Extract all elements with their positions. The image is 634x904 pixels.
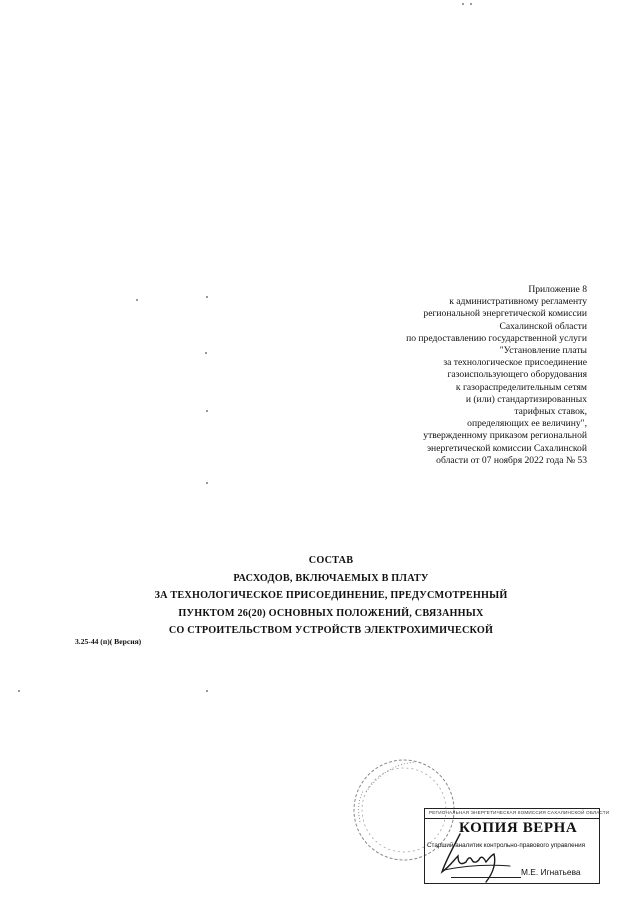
appendix-line: региональной энергетической комиссии [423,308,587,320]
appendix-line: за технологическое присоединение [443,357,587,369]
stamp-role: Старший аналитик контрольно-правового управления [427,842,586,849]
scan-speck [136,299,138,301]
handwritten-signature [424,826,524,886]
document-code: 3.25-44 (п)( Версия) [75,637,142,646]
appendix-line: тарифных ставок, [514,406,587,418]
scan-speck [470,3,472,5]
stamp-title: КОПИЯ ВЕРНА [459,820,578,836]
title-line: СОСТАВ [308,555,354,566]
appendix-line: "Установление платы [499,345,587,357]
appendix-line: по предоставлению государственной услуги [406,332,587,344]
appendix-line: Сахалинской области [499,320,587,332]
appendix-reference [317,284,587,467]
document-title [150,552,512,640]
stamp-signer-name: М.Е. Игнатьева [521,867,581,877]
appendix-line: утвержденному приказом региональной [423,430,587,442]
scan-speck [206,296,208,298]
scan-speck [205,352,207,354]
appendix-line: газоиспользующего оборудования [447,369,587,381]
appendix-line: к газораспределительным сетям [455,381,587,393]
title-line: РАСХОДОВ, ВКЛЮЧАЕМЫХ В ПЛАТУ [233,572,429,584]
appendix-line: энергетической комиссии Сахалинской [426,442,587,454]
scan-speck [462,3,464,5]
stamp-header: РЕГИОНАЛЬНАЯ ЭНЕРГЕТИЧЕСКАЯ КОМИССИЯ САХАЛИНСКОЙ ОБЛАСТИ [429,810,610,815]
appendix-line: к административному регламенту [449,296,587,308]
appendix-line: определяющих ее величину", [467,418,587,430]
scan-speck [18,690,20,692]
appendix-line: и (или) стандартизированных [465,393,587,405]
appendix-line: Приложение 8 [528,284,587,295]
title-line: ПУНКТОМ 26(20) ОСНОВНЫХ ПОЛОЖЕНИЙ, СВЯЗАННЫХ [178,607,484,619]
scan-speck [206,410,208,412]
appendix-line: области от 07 ноября 2022 года № 53 [436,454,587,466]
title-line: СО СТРОИТЕЛЬСТВОМ УСТРОЙСТВ ЭЛЕКТРОХИМИЧЕСКОЙ [168,625,494,636]
stamp-divider [425,818,599,819]
scan-speck [206,482,208,484]
title-line: ЗА ТЕХНОЛОГИЧЕСКОЕ ПРИСОЕДИНЕНИЕ, ПРЕДУСМОТРЕННЫЙ [154,590,508,601]
scan-speck [206,690,208,692]
